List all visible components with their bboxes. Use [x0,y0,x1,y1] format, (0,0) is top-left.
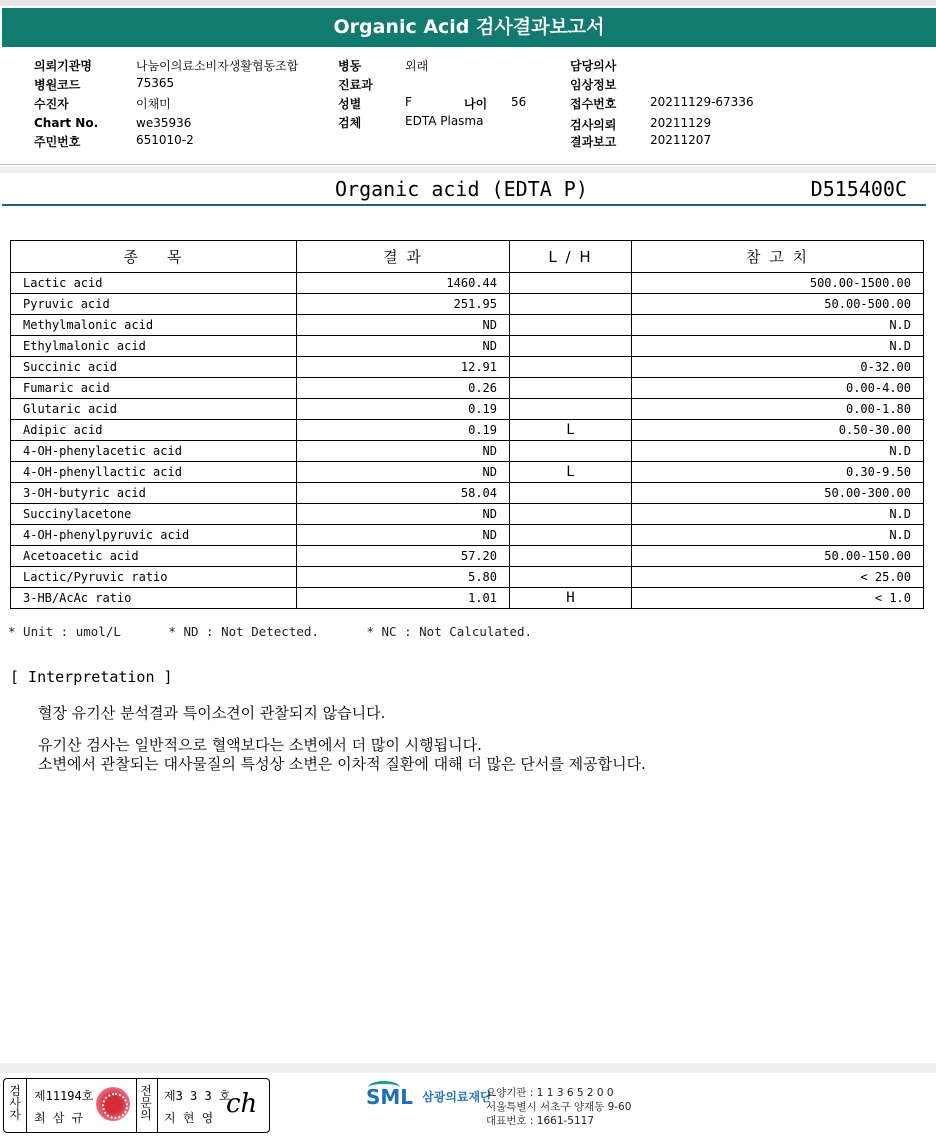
lh-flag [510,525,632,546]
reference-range: N.D [632,315,924,336]
results-table [10,240,924,609]
institution-label: 의뢰기관명 [34,59,92,73]
reference-range: 0.00-1.80 [632,399,924,420]
table-header-row [11,241,924,273]
analyte-name: Fumaric acid [11,378,297,399]
table-row [11,525,924,546]
interpretation-line: 유기산 검사는 일반적으로 혈액보다는 소변에서 더 많이 시행됩니다. [38,736,482,754]
header-item: 종 목 [11,241,297,273]
reference-range: 0.50-30.00 [632,420,924,441]
result-value: 1460.44 [297,273,510,294]
analyte-name: Lactic/Pyruvic ratio [11,567,297,588]
signature-mark: ch [226,1089,258,1119]
result-value: 251.95 [297,294,510,315]
analyte-name: 3-OH-butyric acid [11,483,297,504]
result-value: 0.26 [297,378,510,399]
header-reference: 참 고 치 [632,241,924,273]
footnote-nc: * NC : Not Calculated. [366,624,533,639]
analyte-name: 4-OH-phenyllactic acid [11,462,297,483]
lh-flag [510,357,632,378]
result-value: ND [297,462,510,483]
seal-icon [96,1087,130,1121]
lh-flag [510,273,632,294]
top-strip [0,0,936,6]
clinical-label: 임상정보 [570,78,617,92]
patient-value: 이채미 [136,97,171,111]
logo-arc-icon [368,1081,400,1094]
result-value: ND [297,315,510,336]
resident-value: 651010-2 [136,133,194,147]
lh-flag: L [510,420,632,441]
result-value: 0.19 [297,420,510,441]
lh-flag [510,441,632,462]
interpretation-text [38,704,646,774]
lh-flag [510,567,632,588]
test-code: D515400C [810,177,907,201]
lh-flag [510,483,632,504]
result-value: 0.19 [297,399,510,420]
lh-flag [510,378,632,399]
table-row [11,483,924,504]
table-row [11,315,924,336]
analyte-name: Lactic acid [11,273,297,294]
analyte-name: Succinylacetone [11,504,297,525]
chart-value: we35936 [136,116,192,130]
reference-range: < 25.00 [632,567,924,588]
table-row [11,462,924,483]
analyte-name: Succinic acid [11,357,297,378]
footer-line: 서울특별시 서초구 양재동 9-60 [486,1101,632,1113]
hospital-code-value: 75365 [136,76,175,90]
result-value: ND [297,441,510,462]
reference-range: 0.30-9.50 [632,462,924,483]
table-row [11,336,924,357]
sex-value: F [405,95,412,109]
table-row [11,567,924,588]
dept-label: 진료과 [338,78,373,92]
request-label: 검사의뢰 [570,118,617,132]
lh-flag: H [510,588,632,609]
table-row [11,378,924,399]
lh-flag: L [510,462,632,483]
footer-line: 요양기관 : 1 1 3 6 5 2 0 0 [486,1087,614,1099]
result-value: 58.04 [297,483,510,504]
chart-label: Chart No. [34,116,99,130]
reference-range: < 1.0 [632,588,924,609]
lh-flag [510,546,632,567]
table-row [11,588,924,609]
examiner-no: 제11194호 [34,1089,94,1103]
age-value: 56 [511,95,527,109]
lh-flag [510,294,632,315]
physician-label: 전 문 의 [140,1084,152,1122]
table-row [11,441,924,462]
table-row [11,357,924,378]
divider [136,1079,137,1132]
footnotes [8,624,572,639]
header-result: 결 과 [297,241,510,273]
specimen-value: EDTA Plasma [405,114,484,128]
analyte-name: Adipic acid [11,420,297,441]
report-value: 20211207 [650,133,712,147]
footer-address [486,1086,631,1128]
info-shade [0,167,936,173]
examiner-label: 검 사 자 [9,1084,21,1122]
analyte-name: Ethylmalonic acid [11,336,297,357]
reference-range: 50.00-150.00 [632,546,924,567]
signature-box [3,1078,270,1133]
analyte-name: Methylmalonic acid [11,315,297,336]
logo-text: SML [366,1085,414,1109]
receipt-value: 20211129-67336 [650,95,754,109]
interpretation-paragraph: 혈장 유기산 분석결과 특이소견이 관찰되지 않습니다. [38,704,386,722]
interpretation-title: [ Interpretation ] [10,668,173,686]
footer-line: 대표번호 : 1661-5117 [486,1115,595,1127]
interpretation-line: 소변에서 관찰되는 대사물질의 특성상 소변은 이차적 질환에 대해 더 많은 단서를 제공합니다. [38,755,646,773]
analyte-name: Pyruvic acid [11,294,297,315]
lh-flag [510,399,632,420]
reference-range: N.D [632,504,924,525]
table-row [11,504,924,525]
reference-range: 500.00-1500.00 [632,273,924,294]
resident-label: 주민번호 [34,135,81,149]
analyte-name: 4-OH-phenylpyruvic acid [11,525,297,546]
reference-range: N.D [632,525,924,546]
patient-label: 수진자 [34,97,69,111]
specimen-label: 검체 [338,116,362,130]
institution-value: 나눔이의료소비자생활협동조합 [136,59,299,73]
result-value: 12.91 [297,357,510,378]
result-value: 1.01 [297,588,510,609]
reference-range: 50.00-500.00 [632,294,924,315]
lh-flag [510,315,632,336]
result-value: ND [297,525,510,546]
table-row [11,399,924,420]
examiner-name: 최 삼 규 [34,1111,84,1125]
result-value: ND [297,504,510,525]
table-row [11,294,924,315]
ward-value: 외래 [405,59,429,73]
sex-label: 성별 [338,97,362,111]
footnote-unit: * Unit : umol/L [8,624,121,639]
patient-info [0,48,936,164]
test-underline [2,204,926,206]
reference-range: N.D [632,336,924,357]
header-lh: L / H [510,241,632,273]
analyte-name: 4-OH-phenylacetic acid [11,441,297,462]
table-row [11,420,924,441]
lh-flag [510,504,632,525]
analyte-name: Acetoacetic acid [11,546,297,567]
lh-flag [510,336,632,357]
physician-name: 지 현 영 [164,1111,214,1125]
table-row [11,273,924,294]
result-value: ND [297,336,510,357]
divider [26,1079,27,1132]
report-title: Organic Acid 검사결과보고서 [2,8,936,47]
bottom-strip [0,1063,936,1073]
report-label: 결과보고 [570,135,617,149]
age-label: 나이 [464,97,488,111]
test-name: Organic acid (EDTA P) [335,177,588,201]
divider [157,1079,158,1132]
doctor-label: 담당의사 [570,59,617,73]
result-value: 57.20 [297,546,510,567]
reference-range: 50.00-300.00 [632,483,924,504]
footnote-nd: * ND : Not Detected. [168,624,319,639]
reference-range: 0-32.00 [632,357,924,378]
physician-no: 제3 3 3 호 [164,1089,231,1103]
reference-range: 0.00-4.00 [632,378,924,399]
table-row [11,546,924,567]
analyte-name: Glutaric acid [11,399,297,420]
receipt-label: 접수번호 [570,97,617,111]
sml-logo [366,1085,492,1109]
hospital-code-label: 병원코드 [34,78,81,92]
request-value: 20211129 [650,116,712,130]
info-separator [0,164,936,165]
ward-label: 병동 [338,59,362,73]
org-name: 삼광의료재단 [422,1090,492,1104]
reference-range: N.D [632,441,924,462]
analyte-name: 3-HB/AcAc ratio [11,588,297,609]
result-value: 5.80 [297,567,510,588]
